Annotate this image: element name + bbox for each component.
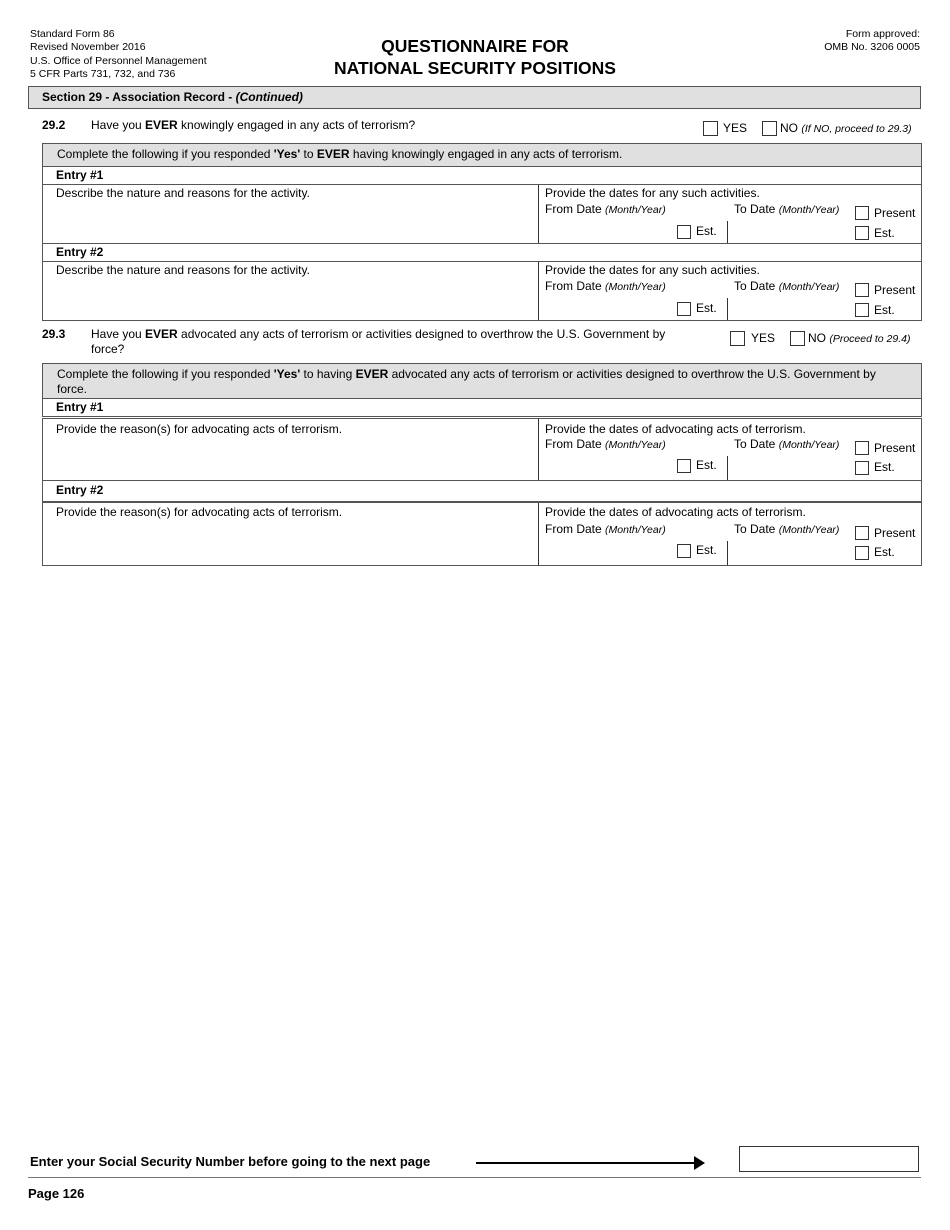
to-est-label: Est. [874, 460, 895, 474]
to-est-label: Est. [874, 226, 895, 240]
to-est-label: Est. [874, 545, 895, 559]
q29-3-yes-label: YES [751, 331, 776, 345]
from-est-label: Est. [696, 224, 717, 238]
q29-2-yes-checkbox[interactable] [703, 121, 718, 136]
q29-3-no-checkbox[interactable] [790, 331, 805, 346]
to-date-label: To Date (Month/Year) [734, 437, 840, 451]
to-date-label: To Date (Month/Year) [734, 522, 840, 536]
from-est-checkbox[interactable] [677, 302, 691, 316]
ssn-prompt: Enter your Social Security Number before going to the next page [30, 1154, 431, 1169]
q29-2-no-label: NO (If NO, proceed to 29.3) [780, 121, 912, 135]
to-est-checkbox[interactable] [855, 226, 869, 240]
to-est-checkbox[interactable] [855, 461, 869, 475]
to-est-checkbox[interactable] [855, 546, 869, 560]
question-number-29-3: 29.3 [42, 327, 66, 341]
present-checkbox[interactable] [855, 283, 869, 297]
arrow-right-icon [694, 1156, 705, 1170]
from-date-label: From Date (Month/Year) [545, 437, 666, 451]
from-est-checkbox[interactable] [677, 544, 691, 558]
q29-2-entry-1 [42, 184, 922, 244]
q29-3-entry-2 [42, 502, 922, 566]
section-header: Section 29 - Association Record - (Continued) [28, 86, 921, 109]
present-checkbox[interactable] [855, 206, 869, 220]
from-date-label: From Date (Month/Year) [545, 522, 666, 536]
ssn-input[interactable] [739, 1146, 919, 1172]
to-date-label: To Date (Month/Year) [734, 279, 840, 293]
footer-divider [28, 1177, 921, 1178]
q29-3-entry-1-label: Entry #1 [42, 399, 922, 417]
question-text-29-3: Have you EVER advocated any acts of terrorism or activities designed to overthrow the U.S. Government by force? [91, 327, 666, 356]
reason-label: Provide the reason(s) for advocating acts of terrorism. [56, 505, 343, 519]
q29-2-yes-label: YES [723, 121, 748, 135]
dates-label: Provide the dates of advocating acts of terrorism. [545, 505, 806, 519]
describe-label: Describe the nature and reasons for the activity. [56, 263, 310, 277]
q29-2-no-checkbox[interactable] [762, 121, 777, 136]
q29-3-entry-2-label: Entry #2 [42, 481, 922, 502]
present-label: Present [874, 283, 916, 297]
dates-label: Provide the dates of advocating acts of terrorism. [545, 422, 806, 436]
question-text-29-2: Have you EVER knowingly engaged in any acts of terrorism? [91, 118, 416, 132]
describe-label: Describe the nature and reasons for the activity. [56, 186, 310, 200]
q29-2-instructions: Complete the following if you responded 'Yes' to EVER having knowingly engaged in any acts of terrorism. [42, 143, 922, 167]
page-title: QUESTIONNAIRE FOR NATIONAL SECURITY POSITIONS [334, 36, 616, 78]
from-est-label: Est. [696, 543, 717, 557]
reason-label: Provide the reason(s) for advocating acts of terrorism. [56, 422, 343, 436]
arrow-line [476, 1162, 696, 1164]
to-date-label: To Date (Month/Year) [734, 202, 840, 216]
form-cfr: 5 CFR Parts 731, 732, and 736 [30, 67, 176, 80]
q29-2-entry-2 [42, 261, 922, 321]
form-number: Standard Form 86 [30, 28, 115, 40]
from-date-label: From Date (Month/Year) [545, 279, 666, 293]
to-est-checkbox[interactable] [855, 303, 869, 317]
page-number: Page 126 [28, 1186, 85, 1201]
question-number-29-2: 29.2 [42, 118, 66, 132]
present-checkbox[interactable] [855, 441, 869, 455]
from-date-label: From Date (Month/Year) [545, 202, 666, 216]
present-label: Present [874, 441, 916, 455]
q29-2-entry-2-label: Entry #2 [42, 244, 922, 262]
to-est-label: Est. [874, 303, 895, 317]
from-est-checkbox[interactable] [677, 225, 691, 239]
from-est-checkbox[interactable] [677, 459, 691, 473]
form-approval: Form approved: OMB No. 3206 0005 [824, 28, 920, 54]
form-agency: U.S. Office of Personnel Management [30, 54, 207, 67]
present-label: Present [874, 206, 916, 220]
from-est-label: Est. [696, 458, 717, 472]
dates-label: Provide the dates for any such activities. [545, 186, 760, 200]
form-revision: Revised November 2016 [30, 41, 146, 54]
q29-2-entry-1-label: Entry #1 [42, 167, 922, 185]
present-label: Present [874, 526, 916, 540]
dates-label: Provide the dates for any such activities. [545, 263, 760, 277]
q29-3-yes-checkbox[interactable] [730, 331, 745, 346]
q29-3-entry-1 [42, 418, 922, 481]
q29-3-instructions: Complete the following if you responded 'Yes' to having EVER advocated any acts of terrorism or activities designed to overthrow the U.S. Government by force. [42, 363, 922, 399]
from-est-label: Est. [696, 301, 717, 315]
present-checkbox[interactable] [855, 526, 869, 540]
q29-3-no-label: NO (Proceed to 29.4) [808, 331, 911, 345]
